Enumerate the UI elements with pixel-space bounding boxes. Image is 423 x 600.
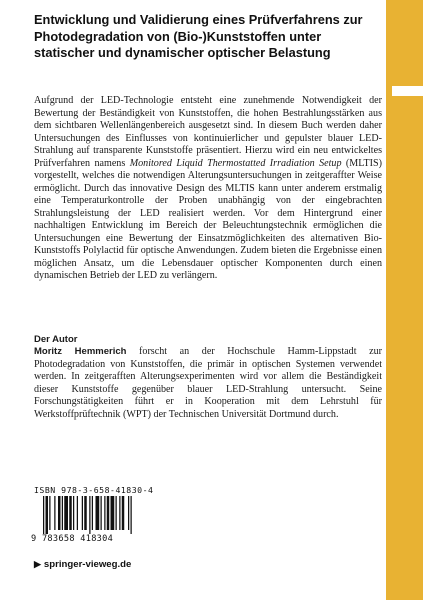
blurb-italic-term: Monitored Liquid Thermostatted Irradiation Setup (129, 157, 342, 169)
book-title: Entwicklung und Validierung eines Prüfverfahrens zur Photodegradation von (Bio-)Kunststoffen unter statischer und dynamischer optischer Belastung (34, 12, 363, 60)
blurb-text-2: (MLTIS) vorgestellt, welches die notwendigen Alterungsuntersuchungen in zeitgeraffter Weise ermöglicht. Durch das innovative Design des MLTIS kann unter anderem erstmalig eine Temperaturkontrolle der Proben unabhängig von der eingebrachten Strahlungsleistung der LED realisiert werden. Vor dem Hintergrund einer nachhaltigen Entwicklung im Bereich der Beleuchtungstechnik ermöglichen die Untersuchungen eine Bewertung der Einsatzmöglichkeiten des alternativen Bio-Kunststoffs Polylactid für optische Anwendungen. Zudem bieten die Ergebnisse einen möglichen Ansatz, um die Lebensdauer optischer Komponenten durch einen dynamischen Betrieb der LED zu verlängern. (34, 157, 382, 281)
author-name: Moritz Hemmerich (34, 346, 127, 357)
publisher-url: springer-vieweg.de (43, 559, 132, 570)
barcode-icon (41, 496, 169, 534)
book-blurb (34, 95, 382, 283)
accent-notch (392, 86, 423, 96)
isbn-barcode-block (31, 485, 172, 547)
isbn-label: ISBN 978-3-658-41830-4 (34, 485, 154, 495)
arrow-right-icon: ▶ (34, 559, 41, 569)
publisher-link[interactable] (34, 559, 131, 570)
barcode-digits: 9 783658 418304 (31, 534, 114, 544)
author-bio (34, 346, 382, 421)
author-heading: Der Autor (34, 334, 78, 345)
blurb-text-1: Aufgrund der LED-Technologie entsteht eine zunehmende Notwendigkeit der Bewertung der Beständigkeit von Kunststoffen, die hohen Bestrahlungsstärken aus dem sichtbaren Wellenlängenbereich ausgesetzt sind. In diesem Buch werden daher Untersuchungen des Einflusses von kontinuierlicher und gepulster blauer LED-Strahlung auf transparente Kunststoffe präsentiert. Hierzu wird ein neu entwickeltes Prüfverfahren namens (34, 95, 382, 169)
author-bio-text: forscht an der Hochschule Hamm-Lippstadt zur Photodegradation von Kunststoffen, die primär in optischen Systemen verwendet werden. In zeitgerafften Alterungsexperimenten wird vor allem die Beständigkeit dieser Kunststoffe gegenüber blauer LED-Strahlung untersucht. Seine Forschungstätigkeiten führt er in Kooperation mit dem Lehrstuhl für Werkstoffprüftechnik (WPT) der Technischen Universität Dortmund durch. (34, 346, 382, 420)
